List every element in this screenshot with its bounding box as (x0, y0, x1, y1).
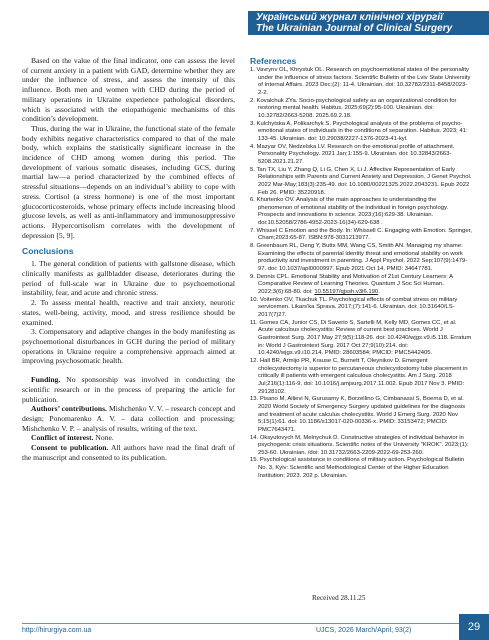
reference-item: 12. Hall BR, Armijo PR, Krause C, Burnett T, Oleynikov D. Emergent cholecystectomy is superior to percutaneous cholecystostomy tube placement in critically ill patients with emergent calculous cholecystitis. Am J Surg. 2018 Jul;216(1):116-9. doi: 10.1016/j.amjsurg.2017.11.002. Epub 2017 Nov 3. PMID: 29128102. (250, 357, 468, 395)
conclusion-item: 1. The general condition of patients with gallstone disease, which clinically manifests as gallbladder disease, deteriorates during the period of full-scale war in Ukraine due to psychoemotional instability, fear, and acute and chronic stress. (22, 259, 235, 298)
reference-item: 5. Tan TX, Liu Y, Zhang Q, Li G, Chen X, Li J. Affective Representation of Early Relationships with Parents and Current Anxiety and Depression. J Genet Psychol. 2022 Mar-May;183(3):235-49. doi: 10.1080/00221325.2022.2043231. Epub 2022 Feb 26. PMID: 35220918. (250, 166, 472, 196)
consent-statement (22, 443, 235, 462)
reference-item: 7. Whissel C Emotion and the Body. In: Whissell C. Engaging with Emotion. Springer, Cham;2023:65-87. ISBN:978-3031213977. (250, 227, 472, 242)
received-date: Received 28.11.25 (312, 594, 366, 602)
reference-item: 14. Oksyutovych M, Melnychuk D. Constructive strategies of individual behavior in psychogenic crisis situations. Scientific notes of the University "KROK". 2023;(1): 253-60. Ukrainian. /doi: 10.31732/2663-2209-2022-69-253-260. (250, 434, 469, 456)
reference-text: 9. Dennis CPL. Emotional Stability and Motivation of 21st Century Learners: A Comparative Review of Learning Theories. Quantum J Soc Sci Human. 2022;3(6):68-80. doi: (250, 273, 453, 296)
references-heading: References (250, 56, 297, 66)
reference-item: 4. Mazyar OV, Nedzelska LV. Research on the emotional profile of attachment. Personality Psychology. 2021 Jan;1:155-9. Ukrainian. doi: 10.32843/2663-5208.2021.21.27. (250, 143, 455, 165)
references-column (250, 56, 472, 480)
footer-divider (22, 623, 459, 624)
reference-item: 13. Pisano M, Allievi N, Gurusamy K, Borzellino G, Cimbanassi S, Boerna D, et al. 2020 World Society of Emergency Surgery updated guidelines for the diagnosis and treatment of acute calculus cholecystitis. World J Emerg Surg. 2020 Nov 5;15(1):61. doi: 10.1186/s13017-020-00336-x. PMID: 33153472; PMCID: PMC7643471. (250, 396, 466, 433)
journal-title-en: The Ukrainian Journal of Clinical Surgery (256, 23, 453, 34)
reference-item (250, 274, 472, 297)
journal-title-ua: Український журнал клінічної хірургії (256, 12, 443, 23)
authors-text: Mishchenko V. V. – research concept and design; Ponomarenko A. V. – data collection and processing; Mishchenko V. P. – analysis of results, writing of the text. (22, 404, 235, 433)
conclusion-item: 3. Compensatory and adaptive changes in the body manifesting as psychoemotional disturbances in GCH during the period of military operations in Ukraine require a comprehensive approach aimed at improving psychosomatic health. (22, 327, 235, 366)
reference-item: 6. Khurtenko OV. Analysis of the main approaches to understanding the phenomenon of emotional stability of the individual in foreign psychology. Prospects and innovations in science. 2023;(16):629-38. Ukrainian. doi:10.52058/2786-4952-2023-16(34)-629-638 . (250, 197, 449, 227)
reference-item: 2. Kovalchuk ZYa. Socio-psychological safety as an organizational condition for restoring mental health. Habitus. 2025;69(2):95-100. Ukrainian. doi: 10.32782/2663-5208. 2025.69.2.18. (250, 97, 457, 119)
authors-contributions (22, 404, 235, 433)
footer-journal-citation: UJCS, 2026 March/April; 93(2) (316, 627, 412, 634)
funding-label: Funding. (31, 375, 61, 385)
footer-url-link[interactable]: http://hirurgiya.com.ua (22, 627, 92, 634)
conflict-statement (22, 433, 235, 443)
reference-item: 1. Vavrynv OL, Khrystuk OL. Research on psychoemotional states of the personality under the influence of stress factors. Scientific Bulletin of the Lviv State University of Internal Affairs. 2023 Dec;(2): 11-4. Ukrainian. doi: 10.32782/2311-8458/2023-2-2. (250, 67, 471, 96)
paragraph: Based on the value of the final indicator, one can assess the level of current anxiety in a patient with GAD, determine whether they are under the influence of stress, and assess the intensity of this influence. Both men and women with CHD during the period of military operations in Ukraine experience pathological disorders, which is associated with the etiopathogenic mechanisms of this condition’s development. (22, 56, 235, 124)
conflict-text: None. (93, 433, 114, 443)
doi-link[interactable]: 10.55197/qjssh.v3i6.190 (314, 289, 379, 296)
journal-header-bar (248, 11, 489, 35)
reference-item: 15. Psychological assistance in conditions of military action. Psychological Bulletin No. 3, Kyiv: Scientific and Methodological Center of the Higher Education Institution; 2023. 202 p. Ukrainian. (250, 457, 465, 479)
left-column (22, 56, 235, 462)
consent-label: Consent to publication. (31, 443, 109, 453)
consent-text: All authors have read the final draft of the manuscript and consented to its publication. (22, 443, 235, 462)
reference-item: 10. Voitenko OV, Tkachuk TL. Psychological effects of combat stress on military servicemen. Likars'ka Sprava. 2017;(7):141-6. Ukrainian. doi: 10.31640/LS-2017(7)27. (250, 296, 458, 318)
reference-item: 8. Greenbaum RL, Deng Y, Butts MM, Wang CS, Smith AN. Managing my shame: Examining the effects of parental identity threat and emotional stability on work productivity and investment in parenting. J Appl Psychol. 2022 Sep;107(9):1479-97. doi: 10.1037/apl0000997. Epub 2021 Oct 14. PMID: 34647781. (250, 243, 468, 273)
authors-label: Authors’ contributions. (31, 404, 107, 414)
conflict-label: Conflict of interest. (31, 433, 94, 443)
reference-item: 3. Kulchytska A, Polikarchyk S. Psychological analysis of the problems of psycho-emotional states of individuals in the conditions of separation. Habitus. 2023; 41: 133-45. Ukrainian. doi: 10.29038/2227-1376-2023-41-kyl. (250, 120, 468, 142)
paragraph: Thus, during the war in Ukraine, the functional state of the female body exhibits negative characteristics compared to that of the male body, which explains the statistically significant increase in the incidence of CHD among women during this period. The development of various somatic diseases, including GCS, during martial law—a period characterized by the combined effects of stressful situations—depends on an individual’s ability to cope with stress. Cortisol (a stress hormone) is one of the most important glucocorticosteroids, whose primary effects include increasing blood glucose levels, as well as anti-inflammatory and immunosuppressive actions. Hypercortisolism correlates with the development of depression [5, 9]. (22, 123, 235, 240)
funding-statement (22, 375, 235, 404)
conclusion-item: 2. To assess mental health, reactive and trait anxiety, neurotic states, well-being, activity, mood, and stress resilience should be examined. (22, 298, 235, 327)
conclusions-heading: Conclusions (22, 246, 74, 257)
funding-text: No sponsorship was involved in conducting the scientific research or in the process of preparing the article for publication. (22, 375, 235, 404)
reference-end: . (378, 289, 380, 296)
page-number: 29 (459, 614, 489, 640)
reference-item: 11. Gomes CA, Junior CS, Di Saverio S, Sartelli M, Kelly MD, Gomes CC, et al. Acute calculous cholecystitis: Review of current best practices. World J Gastrointest Surg. 2017 May 27;9(5):118-26. doi: 10.4240/wjgs.v9.i5.118. Erratum in: World J Gastrointest Surg. 2017 Oct 27;9(10):214. doi: 10.4240/wjgs.v9.i10.214. PMID: 28603584; PMCID: PMC5442405. (250, 319, 472, 357)
